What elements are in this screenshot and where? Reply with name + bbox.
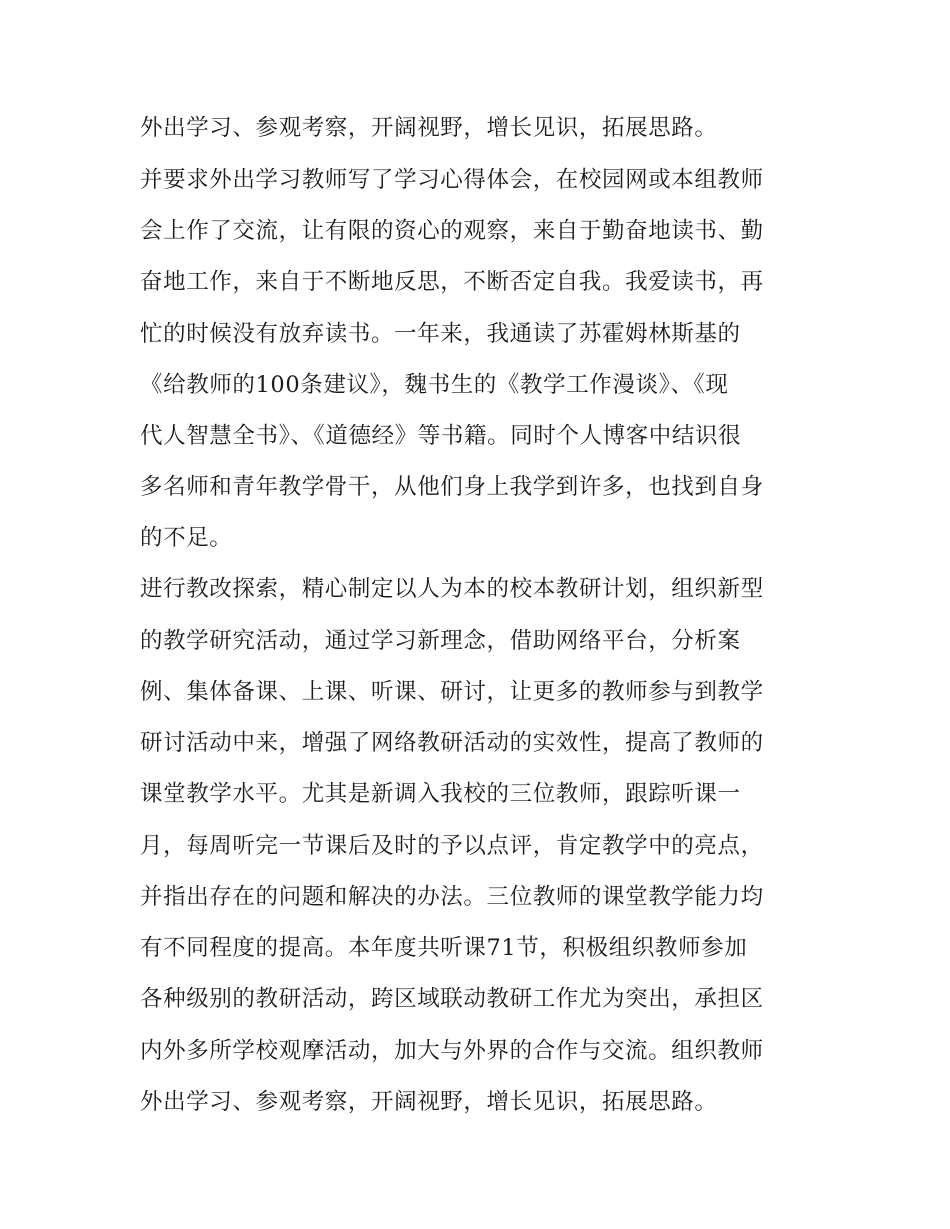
text-line: 各种级别的教研活动，跨区域联动教研工作尤为突出，承担区 <box>140 986 764 1012</box>
text-line: 多名师和青年教学骨干，从他们身上我学到许多，也找到自身 <box>140 474 764 500</box>
text-line: 课堂教学水平。尤其是新调入我校的三位教师，跟踪听课一 <box>140 781 741 807</box>
text-line: 进行教改探索，精心制定以人为本的校本教研计划，组织新型 <box>140 576 764 602</box>
text-line: 并指出存在的问题和解决的办法。三位教师的课堂教学能力均 <box>140 884 764 910</box>
text-line: 有不同程度的提高。本年度共听课71节，积极组织教师参加 <box>140 935 748 961</box>
text-line: 月，每周听完一节课后及时的予以点评，肯定教学中的亮点， <box>140 833 764 859</box>
text-line: 外出学习、参观考察，开阔视野，增长见识，拓展思路。 <box>140 115 718 141</box>
text-line: 的不足。 <box>140 525 233 551</box>
text-line: 代人智慧全书》、《道德经》等书籍。同时个人博客中结识很 <box>140 423 742 449</box>
text-line: 会上作了交流，让有限的资心的观察，来自于勤奋地读书、勤 <box>140 218 764 244</box>
text-line: 忙的时候没有放弃读书。一年来，我通读了苏霍姆林斯基的 <box>140 321 741 347</box>
text-line: 例、集体备课、上课、听课、研讨，让更多的教师参与到教学 <box>140 679 764 705</box>
text-line: 外出学习、参观考察，开阔视野，增长见识，拓展思路。 <box>140 1089 718 1115</box>
text-line: 并要求外出学习教师写了学习心得体会，在校园网或本组教师 <box>140 167 764 193</box>
text-line: 的教学研究活动，通过学习新理念，借助网络平台，分析案 <box>140 628 741 654</box>
text-line: 内外多所学校观摩活动，加大与外界的合作与交流。组织教师 <box>140 1038 764 1064</box>
text-line: 研讨活动中来，增强了网络教研活动的实效性，提高了教师的 <box>140 730 764 756</box>
text-line: 奋地工作，来自于不断地反思，不断否定自我。我爱读书，再 <box>140 269 764 295</box>
text-line: 《给教师的100条建议》，魏书生的《教学工作漫谈》、《现 <box>140 372 729 398</box>
